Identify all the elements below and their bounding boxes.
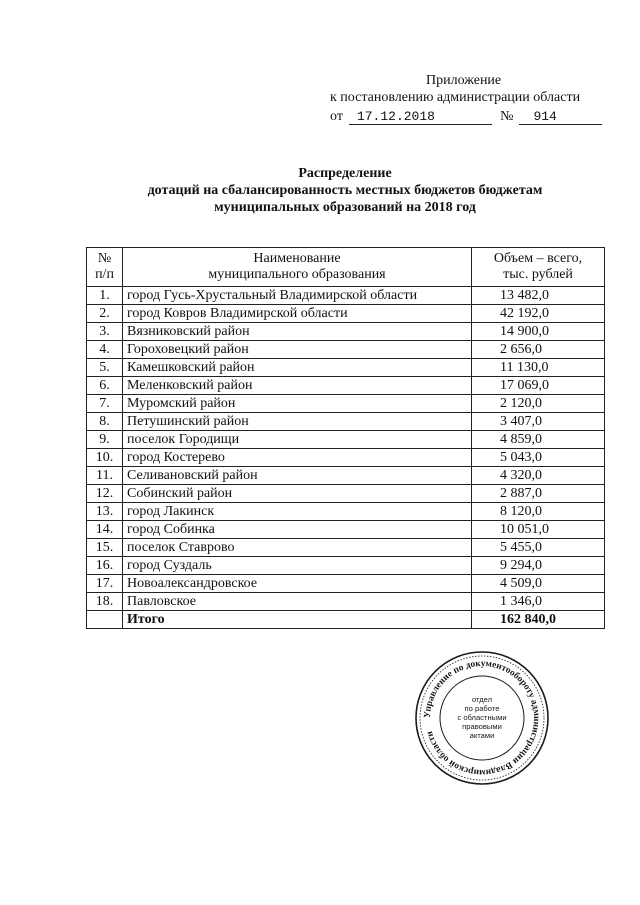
table-row	[87, 539, 605, 557]
stamp-center-line: отдел	[471, 695, 493, 704]
row-number: 13.	[87, 503, 123, 521]
table-row	[87, 521, 605, 539]
row-amount: 11 130,0	[472, 359, 605, 377]
row-municipality: город Ковров Владимирской области	[123, 305, 472, 323]
stamp-center-text	[457, 695, 506, 740]
document-title	[100, 165, 590, 216]
table-row	[87, 377, 605, 395]
table-row	[87, 449, 605, 467]
appendix-resolution-line: к постановлению администрации области	[330, 90, 581, 105]
table-row	[87, 467, 605, 485]
table-row	[87, 305, 605, 323]
row-amount: 14 900,0	[472, 323, 605, 341]
row-amount: 17 069,0	[472, 377, 605, 395]
header-number	[87, 248, 123, 287]
title-line-2: дотаций на сбалансированность местных бюджетов бюджетам	[147, 183, 543, 198]
header-value-line-2: тыс. рублей	[503, 267, 573, 282]
table-header-row	[87, 248, 605, 287]
title-line-1: Распределение	[298, 166, 392, 181]
row-number: 12.	[87, 485, 123, 503]
row-municipality: город Гусь-Хрустальный Владимирской области	[123, 287, 472, 305]
date-prefix: от	[330, 109, 343, 124]
table-row	[87, 413, 605, 431]
table-row	[87, 359, 605, 377]
row-municipality: Муромский район	[123, 395, 472, 413]
row-number: 1.	[87, 287, 123, 305]
stamp-center-line: по работе	[464, 704, 500, 713]
row-number: 4.	[87, 341, 123, 359]
stamp-ring-text: Управление по документообороту администрации Владимирской области	[422, 658, 542, 778]
row-number: 5.	[87, 359, 123, 377]
table-row	[87, 431, 605, 449]
row-amount: 4 859,0	[472, 431, 605, 449]
row-amount: 2 120,0	[472, 395, 605, 413]
row-number: 11.	[87, 467, 123, 485]
row-number: 8.	[87, 413, 123, 431]
row-municipality: поселок Городищи	[123, 431, 472, 449]
table-row	[87, 323, 605, 341]
row-municipality: Меленковский район	[123, 377, 472, 395]
stamp-center-line: актами	[469, 731, 495, 740]
table-row	[87, 593, 605, 611]
table-total-row	[87, 611, 605, 629]
title-line-3: муниципальных образований на 2018 год	[214, 200, 476, 215]
table-row	[87, 287, 605, 305]
row-amount: 13 482,0	[472, 287, 605, 305]
row-number: 9.	[87, 431, 123, 449]
total-label: Итого	[123, 611, 472, 629]
table-row	[87, 485, 605, 503]
row-number: 17.	[87, 575, 123, 593]
row-municipality: Селивановский район	[123, 467, 472, 485]
row-amount: 42 192,0	[472, 305, 605, 323]
stamp-seal	[414, 650, 550, 786]
row-amount: 4 509,0	[472, 575, 605, 593]
row-municipality: Собинский район	[123, 485, 472, 503]
row-municipality: Вязниковский район	[123, 323, 472, 341]
row-number: 6.	[87, 377, 123, 395]
row-number: 3.	[87, 323, 123, 341]
row-municipality: город Суздаль	[123, 557, 472, 575]
appendix-label: Приложение	[426, 73, 502, 88]
row-municipality: поселок Ставрово	[123, 539, 472, 557]
row-number: 18.	[87, 593, 123, 611]
row-number: 15.	[87, 539, 123, 557]
total-number-cell	[87, 611, 123, 629]
row-municipality: Павловское	[123, 593, 472, 611]
row-amount: 5 455,0	[472, 539, 605, 557]
row-number: 10.	[87, 449, 123, 467]
row-number: 16.	[87, 557, 123, 575]
header-number-line-1: №	[97, 251, 112, 266]
row-municipality: город Костерево	[123, 449, 472, 467]
row-municipality: Камешковский район	[123, 359, 472, 377]
row-amount: 2 887,0	[472, 485, 605, 503]
row-number: 7.	[87, 395, 123, 413]
official-stamp	[414, 650, 550, 786]
table-body	[87, 287, 605, 629]
row-municipality: город Собинка	[123, 521, 472, 539]
row-amount: 1 346,0	[472, 593, 605, 611]
row-amount: 5 043,0	[472, 449, 605, 467]
number-label: №	[500, 109, 514, 124]
row-municipality: город Лакинск	[123, 503, 472, 521]
row-number: 14.	[87, 521, 123, 539]
stamp-center-line: правовыми	[462, 722, 502, 731]
row-amount: 4 320,0	[472, 467, 605, 485]
row-amount: 9 294,0	[472, 557, 605, 575]
table-row	[87, 503, 605, 521]
row-amount: 8 120,0	[472, 503, 605, 521]
stamp-center-line: с областными	[457, 713, 507, 722]
subsidy-table	[86, 247, 605, 629]
header-name-line-1: Наименование	[253, 251, 341, 266]
header-name	[123, 248, 472, 287]
row-number: 2.	[87, 305, 123, 323]
row-municipality: Новоалександровское	[123, 575, 472, 593]
row-municipality: Петушинский район	[123, 413, 472, 431]
header-name-line-2: муниципального образования	[208, 267, 386, 282]
row-amount: 10 051,0	[472, 521, 605, 539]
row-municipality: Гороховецкий район	[123, 341, 472, 359]
header-value-line-1: Объем – всего,	[493, 251, 583, 266]
table-row	[87, 575, 605, 593]
resolution-number: 914	[519, 110, 602, 125]
row-amount: 3 407,0	[472, 413, 605, 431]
table-row	[87, 557, 605, 575]
table-row	[87, 395, 605, 413]
table-row	[87, 341, 605, 359]
header-value	[472, 248, 605, 287]
row-amount: 2 656,0	[472, 341, 605, 359]
appendix-date-number-row	[330, 108, 602, 125]
header-number-line-2: п/п	[95, 267, 114, 282]
appendix-header	[330, 72, 602, 125]
resolution-date: 17.12.2018	[349, 110, 492, 125]
total-amount: 162 840,0	[472, 611, 605, 629]
